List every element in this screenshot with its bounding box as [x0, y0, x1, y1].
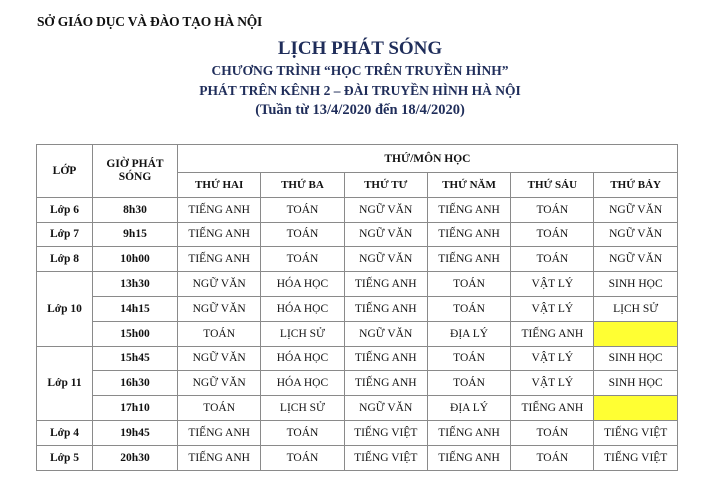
time-cell: 9h15 [93, 222, 178, 247]
subject-cell: TIẾNG ANH [511, 321, 594, 346]
table-row [37, 197, 678, 222]
subject-cell: TOÁN [427, 346, 510, 371]
subject-cell: TIẾNG ANH [178, 197, 261, 222]
table-row [37, 296, 678, 321]
subject-cell: TOÁN [261, 247, 344, 272]
subject-cell: HÓA HỌC [261, 371, 344, 396]
table-row [37, 396, 678, 421]
header-broadcast-time: GIỜ PHÁT SÓNG [93, 145, 178, 198]
header-day: THỨ BA [261, 173, 344, 198]
time-cell: 10h00 [93, 247, 178, 272]
subject-cell: TIẾNG ANH [178, 222, 261, 247]
subject-cell: TIẾNG ANH [344, 272, 427, 297]
subject-cell: LỊCH SỬ [594, 296, 677, 321]
subject-cell: HÓA HỌC [261, 272, 344, 297]
subject-cell: ĐỊA LÝ [427, 321, 510, 346]
subject-cell: TOÁN [178, 396, 261, 421]
time-cell: 15h00 [93, 321, 178, 346]
class-cell: Lớp 4 [37, 420, 93, 445]
subject-cell: TOÁN [427, 296, 510, 321]
table-row [37, 321, 678, 346]
header-day: THỨ TƯ [344, 173, 427, 198]
subject-cell: NGỮ VĂN [344, 197, 427, 222]
table-row [37, 272, 678, 297]
subject-cell: VẬT LÝ [511, 272, 594, 297]
subject-cell: NGỮ VĂN [594, 222, 677, 247]
subject-cell: TOÁN [511, 445, 594, 470]
subject-cell: TIẾNG ANH [427, 197, 510, 222]
page-title: LỊCH PHÁT SÓNG [277, 38, 443, 59]
subject-cell: TIẾNG ANH [427, 420, 510, 445]
subject-cell: TOÁN [511, 420, 594, 445]
subject-cell: TIẾNG ANH [427, 222, 510, 247]
subject-cell: TOÁN [178, 321, 261, 346]
subject-cell: SINH HỌC [594, 371, 677, 396]
table-row [37, 222, 678, 247]
subject-cell: TOÁN [427, 272, 510, 297]
subject-cell: NGỮ VĂN [178, 346, 261, 371]
table-row [37, 371, 678, 396]
subject-cell: LỊCH SỬ [261, 321, 344, 346]
subject-cell: NGỮ VĂN [344, 321, 427, 346]
subject-cell: VẬT LÝ [511, 371, 594, 396]
time-cell: 8h30 [93, 197, 178, 222]
subject-cell: TOÁN [511, 222, 594, 247]
class-cell: Lớp 7 [37, 222, 93, 247]
subject-cell: TOÁN [261, 197, 344, 222]
subject-cell: TOÁN [261, 445, 344, 470]
subject-cell: TIẾNG ANH [344, 346, 427, 371]
organization-name: SỞ GIÁO DỤC VÀ ĐÀO TẠO HÀ NỘI [37, 14, 263, 29]
subject-cell: SINH HỌC [594, 272, 677, 297]
subject-cell: TIẾNG ANH [427, 247, 510, 272]
subject-cell: TIẾNG ANH [344, 296, 427, 321]
subject-cell: TIẾNG VIỆT [344, 420, 427, 445]
channel-name: PHÁT TRÊN KÊNH 2 – ĐÀI TRUYỀN HÌNH HÀ NỘI [199, 83, 521, 98]
time-cell: 14h15 [93, 296, 178, 321]
subject-cell: TIẾNG ANH [178, 247, 261, 272]
table-row [37, 445, 678, 470]
subject-cell: NGỮ VĂN [344, 222, 427, 247]
subject-cell: TIẾNG ANH [511, 396, 594, 421]
table-row [37, 247, 678, 272]
subject-cell: TOÁN [511, 247, 594, 272]
subject-cell: TOÁN [261, 222, 344, 247]
time-cell: 20h30 [93, 445, 178, 470]
subject-cell: TOÁN [427, 371, 510, 396]
subject-cell: NGỮ VĂN [344, 247, 427, 272]
week-range: (Tuần từ 13/4/2020 đến 18/4/2020) [255, 102, 465, 118]
subject-cell: TIẾNG ANH [427, 445, 510, 470]
subject-cell: TIẾNG VIỆT [344, 445, 427, 470]
subject-cell: HÓA HỌC [261, 296, 344, 321]
header-day: THỨ SÁU [511, 173, 594, 198]
subject-cell: NGỮ VĂN [178, 272, 261, 297]
subject-cell: TIẾNG ANH [178, 445, 261, 470]
time-cell: 15h45 [93, 346, 178, 371]
time-cell: 17h10 [93, 396, 178, 421]
header-day: THỨ BẢY [594, 173, 677, 198]
subject-cell: TIẾNG ANH [344, 371, 427, 396]
subject-cell: HÓA HỌC [261, 346, 344, 371]
table-row [37, 346, 678, 371]
class-cell: Lớp 10 [37, 272, 93, 346]
subject-cell: TOÁN [261, 420, 344, 445]
class-cell: Lớp 6 [37, 197, 93, 222]
header-day: THỨ NĂM [427, 173, 510, 198]
subject-cell: VẬT LÝ [511, 346, 594, 371]
class-cell: Lớp 11 [37, 346, 93, 420]
subject-cell: TIẾNG VIỆT [594, 420, 677, 445]
subject-cell: VẬT LÝ [511, 296, 594, 321]
subject-cell: NGỮ VĂN [178, 371, 261, 396]
broadcast-schedule-table [36, 144, 678, 471]
subject-cell: NGỮ VĂN [594, 197, 677, 222]
class-cell: Lớp 8 [37, 247, 93, 272]
subject-cell: TOÁN [511, 197, 594, 222]
subject-cell: LỊCH SỬ [261, 396, 344, 421]
header-class: LỚP [37, 145, 93, 198]
subject-cell: NGỮ VĂN [344, 396, 427, 421]
subject-cell: ĐỊA LÝ [427, 396, 510, 421]
table-row [37, 420, 678, 445]
subject-cell: TIẾNG VIỆT [594, 445, 677, 470]
empty-highlighted-cell [594, 321, 677, 346]
time-cell: 19h45 [93, 420, 178, 445]
subject-cell: TIẾNG ANH [178, 420, 261, 445]
subject-cell: NGỮ VĂN [178, 296, 261, 321]
time-cell: 13h30 [93, 272, 178, 297]
subject-cell: NGỮ VĂN [594, 247, 677, 272]
empty-highlighted-cell [594, 396, 677, 421]
header-day-subject: THỨ/MÔN HỌC [178, 145, 678, 173]
header-day: THỨ HAI [178, 173, 261, 198]
class-cell: Lớp 5 [37, 445, 93, 470]
program-name: CHƯƠNG TRÌNH “HỌC TRÊN TRUYỀN HÌNH” [211, 63, 509, 78]
subject-cell: SINH HỌC [594, 346, 677, 371]
time-cell: 16h30 [93, 371, 178, 396]
